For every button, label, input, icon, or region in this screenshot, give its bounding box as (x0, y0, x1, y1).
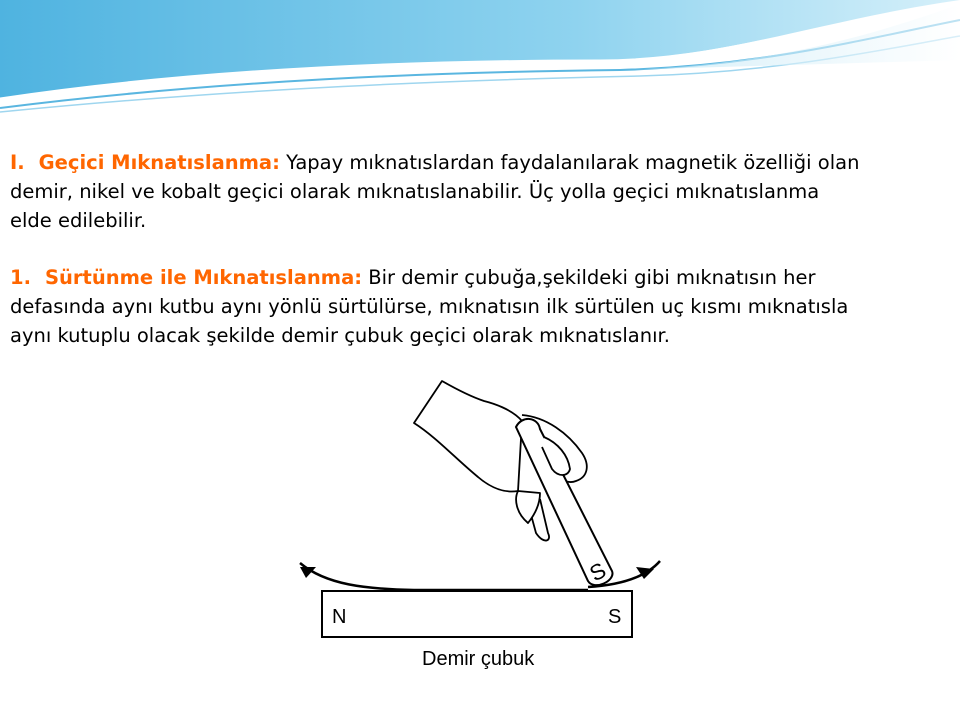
section1-line-3: elde edilebilir. (10, 209, 147, 232)
section1-number: I. (10, 151, 25, 174)
section2-number: 1. (10, 266, 31, 289)
section1-heading (10, 151, 280, 174)
section1-line-2: demir, nikel ve kobalt geçici olarak mıknatıslanabilir. Üç yolla geçici mıknatıslanma (10, 180, 820, 203)
figure-caption: Demir çubuk (422, 648, 535, 670)
section2-heading (10, 266, 362, 289)
section2-line-1: Bir demir çubuğa,şekildeki gibi mıknatısın her (368, 266, 816, 289)
iron-bar (322, 591, 632, 637)
header-wave-decoration (0, 0, 960, 120)
magnet-south-label: S (585, 557, 611, 587)
bar-north-label: N (332, 606, 347, 628)
section1-line-1: Yapay mıknatıslardan faydalanılarak magnetik özelliği olan (286, 151, 860, 174)
paragraph-gecici-miknatislanma (10, 148, 958, 235)
section2-title: Sürtünme ile Mıknatıslanma: (44, 266, 363, 289)
paragraph-surtunme-ile-miknatislanma (10, 263, 958, 350)
bar-south-label: S (608, 606, 622, 628)
section2-line-2: defasında aynı kutbu aynı yönlü sürtülürse, mıknatısın ilk sürtülen uç kısmı mıknatısla (10, 295, 849, 318)
section1-title: Geçici Mıknatıslanma: (38, 151, 280, 174)
magnetization-figure (296, 373, 664, 675)
section2-line-3: aynı kutuplu olacak şekilde demir çubuk geçici olarak mıknatıslanır. (10, 324, 670, 347)
